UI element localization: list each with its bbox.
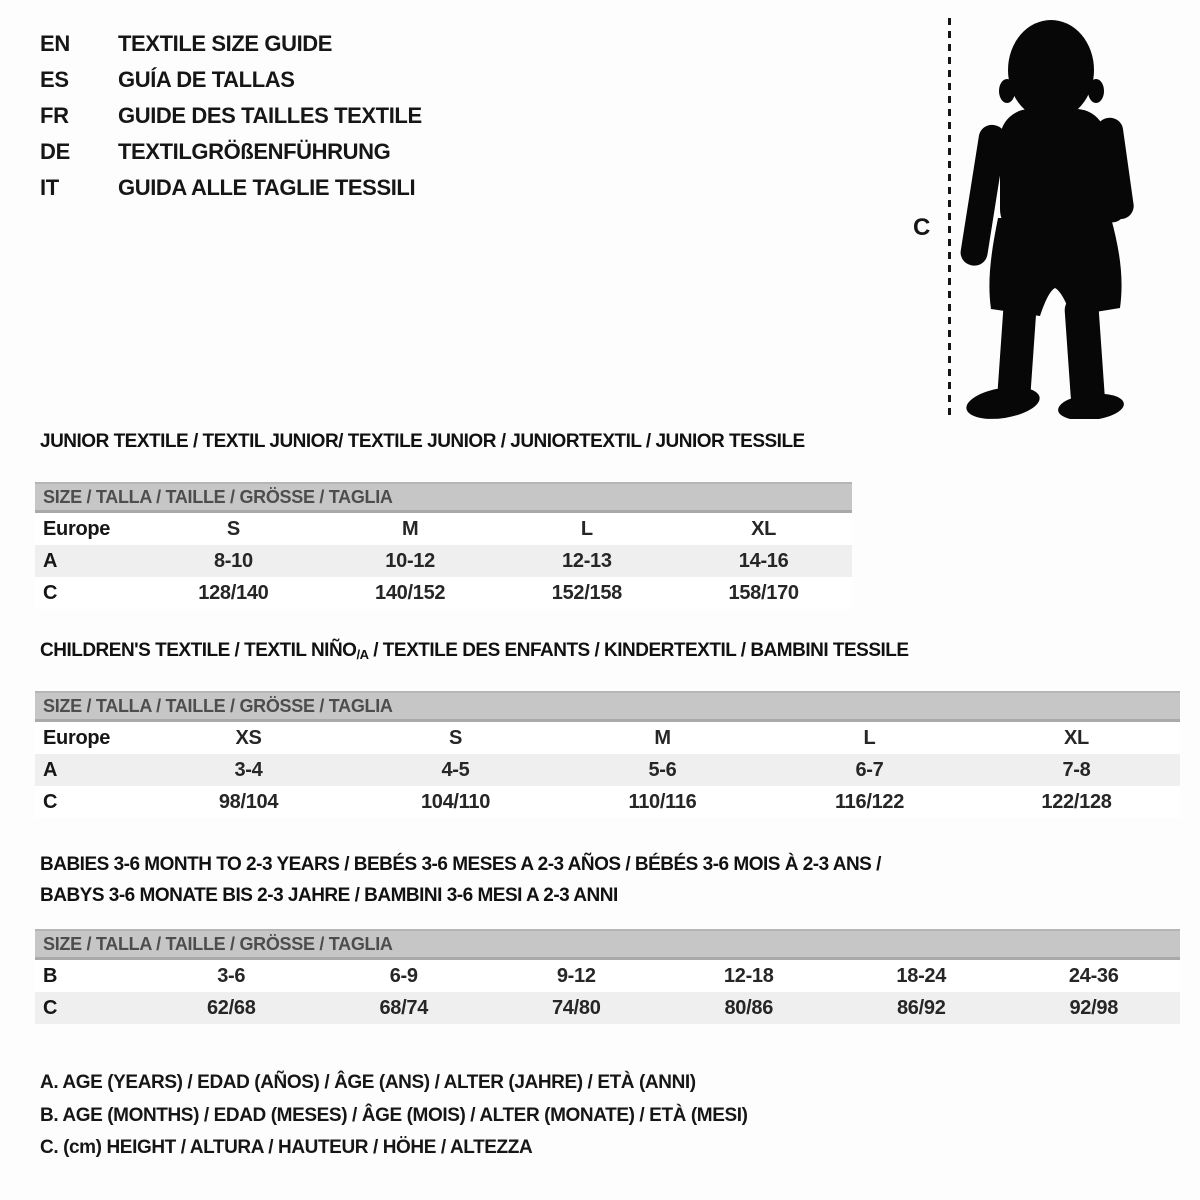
table-row-junior-a xyxy=(35,545,852,577)
table-cell: 122/128 xyxy=(1041,790,1112,813)
babies-title-line1: BABIES 3-6 MONTH TO 2-3 YEARS / BEBÉS 3-6 MESES A 2-3 AÑOS / BÉBÉS 3-6 MOIS À 2-3 ANS / xyxy=(40,854,881,875)
table-cell: 68/74 xyxy=(379,996,429,1019)
lang-code: EN xyxy=(40,31,70,56)
table-cell: 24-36 xyxy=(1068,964,1119,987)
table-cell: XS xyxy=(235,726,262,749)
height-measure-dashed-line xyxy=(948,18,951,416)
table-cell: 80/86 xyxy=(724,996,774,1019)
lang-label: GUÍA DE TALLAS xyxy=(118,67,295,92)
size-header-bar-junior: SIZE / TALLA / TAILLE / GRÖSSE / TAGLIA xyxy=(35,482,852,513)
children-section-title xyxy=(40,640,909,662)
table-cell: L xyxy=(863,726,876,749)
table-cell: XL xyxy=(751,517,777,540)
language-title-block xyxy=(40,26,422,206)
table-cell: 86/92 xyxy=(896,996,946,1019)
table-row-babies-b xyxy=(35,960,1180,992)
babies-size-table xyxy=(35,929,1180,1024)
table-cell: 12-13 xyxy=(562,549,612,572)
table-cell: S xyxy=(226,517,240,540)
table-cell: 9-12 xyxy=(556,964,596,987)
row-label: C xyxy=(43,996,58,1019)
table-cell: 98/104 xyxy=(218,790,279,813)
table-cell: 140/152 xyxy=(375,581,446,604)
legend-line-a: A. AGE (YEARS) / EDAD (AÑOS) / ÂGE (ANS) / ALTER (JAHRE) / ETÀ (ANNI) xyxy=(40,1072,696,1093)
row-label: C xyxy=(43,581,58,604)
table-cell: 3-4 xyxy=(234,758,263,781)
legend-line-b: B. AGE (MONTHS) / EDAD (MESES) / ÂGE (MOIS) / ALTER (MONATE) / ETÀ (MESI) xyxy=(40,1104,748,1126)
table-cell: 8-10 xyxy=(213,549,253,572)
size-header-bar-children: SIZE / TALLA / TAILLE / GRÖSSE / TAGLIA xyxy=(35,691,1180,722)
junior-size-table xyxy=(35,482,852,609)
table-cell: M xyxy=(654,726,671,749)
table-cell: 104/110 xyxy=(420,790,491,813)
lang-label: TEXTILE SIZE GUIDE xyxy=(118,31,333,56)
table-cell: 6-7 xyxy=(855,758,884,781)
table-row-children-europe xyxy=(35,722,1180,754)
table-cell: 110/116 xyxy=(628,790,697,813)
table-cell: 92/98 xyxy=(1069,996,1119,1019)
lang-label: GUIDE DES TAILLES TEXTILE xyxy=(118,103,422,128)
row-label: A xyxy=(43,758,58,781)
measure-c-label: C xyxy=(913,214,931,241)
children-title-subscript: /A xyxy=(356,647,369,662)
lang-row-it xyxy=(40,170,422,206)
row-label: Europe xyxy=(43,517,111,540)
table-row-children-c xyxy=(35,786,1180,818)
row-label: B xyxy=(43,964,58,987)
legend-line-c: C. (cm) HEIGHT / ALTURA / HAUTEUR / HÖHE / ALTEZZA xyxy=(40,1137,533,1158)
junior-section-title: JUNIOR TEXTILE / TEXTIL JUNIOR/ TEXTILE JUNIOR / JUNIORTEXTIL / JUNIOR TESSILE xyxy=(40,431,805,452)
lang-row-en xyxy=(40,26,422,62)
lang-row-es xyxy=(40,62,422,98)
babies-section-title xyxy=(40,849,881,911)
table-cell: 158/170 xyxy=(728,581,799,604)
lang-row-de xyxy=(40,134,422,170)
lang-code: IT xyxy=(40,175,59,200)
lang-label: TEXTILGRÖßENFÜHRUNG xyxy=(118,139,391,164)
size-header-bar-babies: SIZE / TALLA / TAILLE / GRÖSSE / TAGLIA xyxy=(35,929,1180,960)
lang-code: FR xyxy=(40,103,69,128)
children-title-before: CHILDREN'S TEXTILE / TEXTIL NIÑO xyxy=(40,640,357,661)
table-row-babies-c xyxy=(35,992,1180,1024)
table-cell: 62/68 xyxy=(206,996,256,1019)
table-cell: 12-18 xyxy=(723,964,774,987)
babies-title-line2: BABYS 3-6 MONATE BIS 2-3 JAHRE / BAMBINI 3-6 MESI A 2-3 ANNI xyxy=(40,885,618,906)
table-cell: 5-6 xyxy=(648,758,677,781)
table-cell: 4-5 xyxy=(441,758,470,781)
table-cell: 128/140 xyxy=(198,581,269,604)
table-row-children-a xyxy=(35,754,1180,786)
table-cell: 116/122 xyxy=(834,790,905,813)
lang-code: ES xyxy=(40,67,69,92)
table-cell: 7-8 xyxy=(1062,758,1091,781)
table-cell: S xyxy=(448,726,463,749)
row-label: A xyxy=(43,549,58,572)
table-cell: 18-24 xyxy=(896,964,947,987)
table-cell: 152/158 xyxy=(551,581,622,604)
row-label: C xyxy=(43,790,58,813)
table-row-junior-c xyxy=(35,577,852,609)
children-size-table xyxy=(35,691,1180,818)
table-cell: L xyxy=(580,517,593,540)
lang-label: GUIDA ALLE TAGLIE TESSILI xyxy=(118,175,416,200)
table-cell: 14-16 xyxy=(738,549,789,572)
toddler-silhouette-icon xyxy=(958,13,1138,419)
children-title-after: / TEXTILE DES ENFANTS / KINDERTEXTIL / BAMBINI TESSILE xyxy=(368,640,909,661)
table-cell: M xyxy=(401,517,419,540)
row-label: Europe xyxy=(43,726,111,749)
table-cell: 6-9 xyxy=(389,964,418,987)
lang-code: DE xyxy=(40,139,70,164)
table-cell: XL xyxy=(1064,726,1089,749)
table-row-junior-europe xyxy=(35,513,852,545)
legend-block xyxy=(40,1067,748,1165)
table-cell: 74/80 xyxy=(551,996,601,1019)
table-cell: 3-6 xyxy=(217,964,246,987)
table-cell: 10-12 xyxy=(385,549,435,572)
lang-row-fr xyxy=(40,98,422,134)
